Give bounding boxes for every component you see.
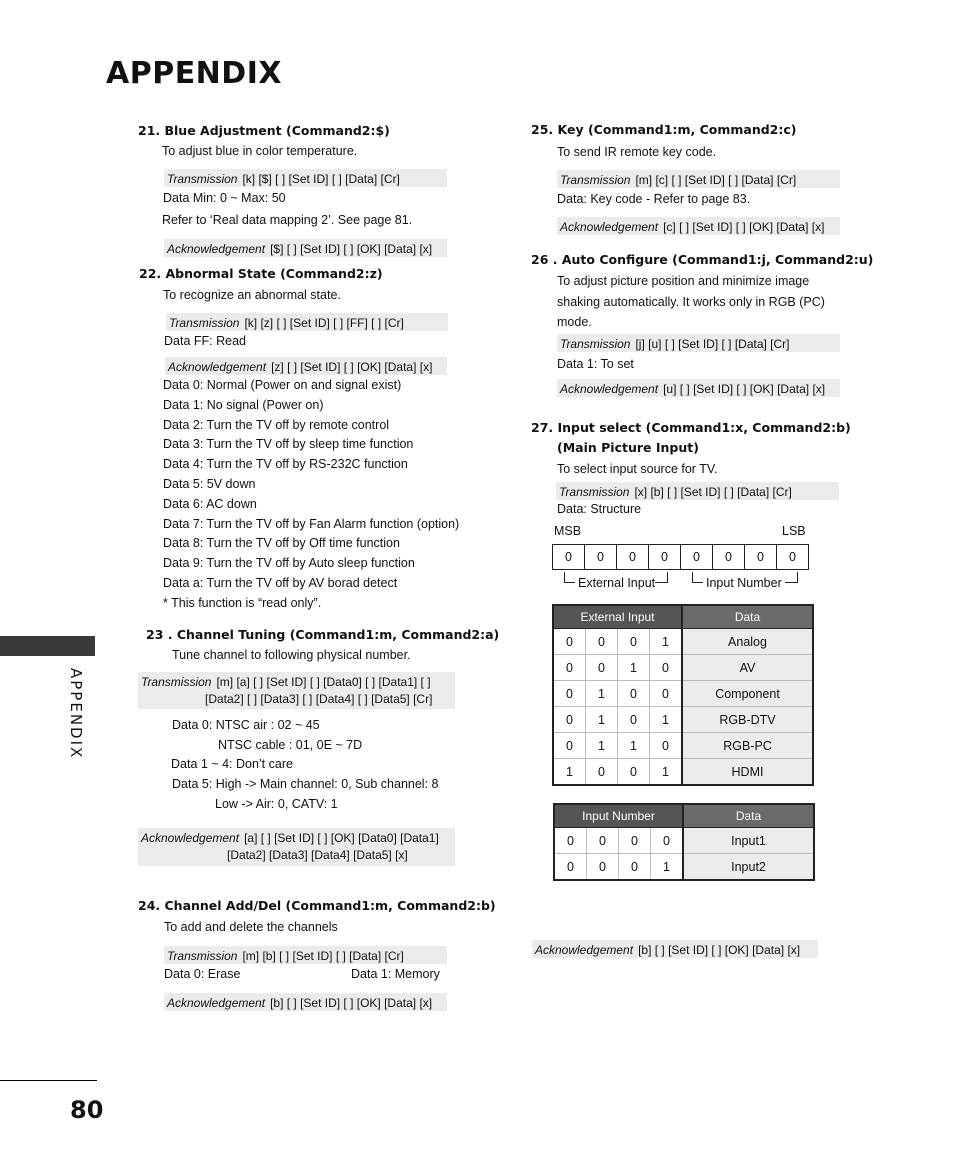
bit-cell: 0 xyxy=(585,545,617,570)
s21-data-ref: Refer to ‘Real data mapping 2’. See page 81. xyxy=(162,213,413,227)
list-item: Data 1: No signal (Power on) xyxy=(163,397,324,412)
table-cell: 1 xyxy=(586,707,618,733)
s24-transmission xyxy=(164,946,447,964)
table-cell: 0 xyxy=(650,681,683,707)
bit-cell: 0 xyxy=(553,545,585,570)
table-cell: 1 xyxy=(650,629,683,655)
list-item: Data 6: AC down xyxy=(163,496,257,511)
s25-transmission xyxy=(557,170,840,188)
table-cell: 0 xyxy=(618,759,650,786)
table-row xyxy=(554,828,814,854)
table-cell: 0 xyxy=(553,733,586,759)
table-cell: 0 xyxy=(651,828,684,854)
list-item: Data 9: Turn the TV off by Auto sleep function xyxy=(163,556,415,571)
transmission-code: [m] [c] [ ] [Set ID] [ ] [Data] [Cr] xyxy=(635,173,797,187)
list-item: Data 7: Turn the TV off by Fan Alarm function (option) xyxy=(163,516,460,531)
table-row xyxy=(553,655,813,681)
transmission-label: Transmission xyxy=(169,316,240,330)
table-cell: 0 xyxy=(586,759,618,786)
s22-data-ff: Data FF: Read xyxy=(164,334,246,348)
s26-heading: 26 . Auto Configure (Command1:j, Command2:u) xyxy=(531,252,874,267)
table-cell: 1 xyxy=(553,759,586,786)
table-row xyxy=(553,681,813,707)
s22-heading: 22. Abnormal State (Command2:z) xyxy=(139,266,383,281)
side-tab-bar xyxy=(0,636,95,656)
acknowledgement-code: [u] [ ] [Set ID] [ ] [OK] [Data] [x] xyxy=(663,382,826,396)
external-input-bracket-right xyxy=(655,572,668,583)
s24-desc: To add and delete the channels xyxy=(164,920,338,934)
acknowledgement-code: [z] [ ] [Set ID] [ ] [OK] [Data] [x] xyxy=(271,360,433,374)
table-cell: AV xyxy=(682,655,813,681)
bit-cell: 0 xyxy=(713,545,745,570)
table-cell: 0 xyxy=(553,629,586,655)
acknowledgement-code: [b] [ ] [Set ID] [ ] [OK] [Data] [x] xyxy=(270,996,433,1010)
list-item: Data 4: Turn the TV off by RS-232C function xyxy=(163,457,408,472)
s24-heading: 24. Channel Add/Del (Command1:m, Command2:b) xyxy=(138,898,496,913)
table-header: Input Number xyxy=(554,804,683,828)
transmission-label: Transmission xyxy=(560,337,631,351)
table-cell: 0 xyxy=(618,629,650,655)
acknowledgement-code: [c] [ ] [Set ID] [ ] [OK] [Data] [x] xyxy=(663,220,825,234)
table-cell: 0 xyxy=(619,828,651,854)
acknowledgement-label: Acknowledgement xyxy=(167,996,266,1010)
s21-desc: To adjust blue in color temperature. xyxy=(162,144,358,158)
acknowledgement-label: Acknowledgement xyxy=(560,220,659,234)
s24-data0: Data 0: Erase xyxy=(164,967,241,981)
transmission-code-line1: [m] [a] [ ] [Set ID] [ ] [Data0] [ ] [Data1] [ ] xyxy=(216,675,431,689)
transmission-code-line2: [Data2] [ ] [Data3] [ ] [Data4] [ ] [Data5] [Cr] xyxy=(205,692,433,706)
transmission-code: [j] [u] [ ] [Set ID] [ ] [Data] [Cr] xyxy=(635,337,790,351)
table-cell: 0 xyxy=(553,681,586,707)
bit-cell: 0 xyxy=(681,545,713,570)
footer-rule xyxy=(0,1080,97,1081)
page-number: 80 xyxy=(70,1096,104,1124)
acknowledgement-label: Acknowledgement xyxy=(168,360,267,374)
read-only-note: * This function is “read only”. xyxy=(163,595,322,610)
s22-data-list xyxy=(163,378,459,616)
table-cell: 1 xyxy=(618,655,650,681)
table-cell: 1 xyxy=(586,733,618,759)
s27-transmission xyxy=(556,482,839,500)
transmission-code: [k] [z] [ ] [Set ID] [ ] [FF] [ ] [Cr] xyxy=(244,316,404,330)
s25-desc: To send IR remote key code. xyxy=(557,145,717,159)
s24-acknowledgement xyxy=(164,993,447,1011)
table-cell: Component xyxy=(682,681,813,707)
table-cell: RGB-DTV xyxy=(682,707,813,733)
s27-data: Data: Structure xyxy=(557,502,642,516)
table-cell: 0 xyxy=(650,655,683,681)
transmission-code: [k] [$] [ ] [Set ID] [ ] [Data] [Cr] xyxy=(242,172,400,186)
table-cell: 0 xyxy=(587,854,619,881)
table-cell: 1 xyxy=(618,733,650,759)
s23-transmission xyxy=(138,672,455,709)
external-input-bracket-left xyxy=(564,572,575,583)
table-cell: Analog xyxy=(682,629,813,655)
s23-desc: Tune channel to following physical number. xyxy=(172,648,411,662)
s23-acknowledgement xyxy=(138,828,455,866)
s27-desc: To select input source for TV. xyxy=(557,462,718,476)
bit-structure xyxy=(552,544,809,570)
acknowledgement-code: [b] [ ] [Set ID] [ ] [OK] [Data] [x] xyxy=(638,943,801,957)
table-row xyxy=(553,707,813,733)
input-number-table xyxy=(553,803,815,881)
external-input-table xyxy=(552,604,814,786)
table-cell: 0 xyxy=(618,681,650,707)
transmission-label: Transmission xyxy=(167,172,238,186)
list-item: Data 2: Turn the TV off by remote control xyxy=(163,417,390,432)
bit-cell: 0 xyxy=(649,545,681,570)
bit-cell: 0 xyxy=(745,545,777,570)
table-cell: 0 xyxy=(586,629,618,655)
transmission-code: [m] [b] [ ] [Set ID] [ ] [Data] [Cr] xyxy=(242,949,404,963)
list-item: Data a: Turn the TV off by AV borad detect xyxy=(163,575,398,590)
table-cell: 0 xyxy=(553,655,586,681)
s27-heading: 27. Input select (Command1:x, Command2:b) xyxy=(531,420,851,435)
s26-desc-line3: mode. xyxy=(557,315,592,329)
s23-heading: 23 . Channel Tuning (Command1:m, Command2:a) xyxy=(146,627,500,642)
s23-data0-cable: NTSC cable : 01, 0E ~ 7D xyxy=(218,738,363,752)
table-cell: Input1 xyxy=(683,828,814,854)
transmission-code: [x] [b] [ ] [Set ID] [ ] [Data] [Cr] xyxy=(634,485,792,499)
transmission-label: Transmission xyxy=(560,173,631,187)
bit-cell: 0 xyxy=(777,545,809,570)
table-cell: 0 xyxy=(650,733,683,759)
s25-data: Data: Key code - Refer to page 83. xyxy=(557,192,751,206)
list-item: Data 0: Normal (Power on and signal exist) xyxy=(163,378,402,392)
acknowledgement-code-line1: [a] [ ] [Set ID] [ ] [OK] [Data0] [Data1] xyxy=(244,831,439,845)
s23-data1-4: Data 1 ~ 4: Don’t care xyxy=(171,757,293,771)
transmission-label: Transmission xyxy=(559,485,630,499)
side-section-label: APPENDIX xyxy=(67,668,85,760)
acknowledgement-label: Acknowledgement xyxy=(167,242,266,256)
s26-desc-line1: To adjust picture position and minimize image xyxy=(557,274,810,288)
list-item: Data 3: Turn the TV off by sleep time function xyxy=(163,437,414,452)
table-cell: 1 xyxy=(650,759,683,786)
table-row xyxy=(553,759,813,786)
s23-data0-air: Data 0: NTSC air : 02 ~ 45 xyxy=(172,718,320,732)
table-cell: 0 xyxy=(554,828,587,854)
s25-heading: 25. Key (Command1:m, Command2:c) xyxy=(531,122,797,137)
acknowledgement-label: Acknowledgement xyxy=(141,831,240,845)
s21-data-range: Data Min: 0 ~ Max: 50 xyxy=(163,191,286,205)
s25-acknowledgement xyxy=(557,217,840,235)
s23-data5-high: Data 5: High -> Main channel: 0, Sub channel: 8 xyxy=(172,777,439,791)
acknowledgement-code-line2: [Data2] [Data3] [Data4] [Data5] [x] xyxy=(227,848,408,862)
s22-acknowledgement xyxy=(165,357,447,375)
table-header: External Input xyxy=(553,605,682,629)
s21-heading: 21. Blue Adjustment (Command2:$) xyxy=(138,123,390,138)
table-header: Data xyxy=(683,804,814,828)
input-number-bracket-label: Input Number xyxy=(706,576,782,590)
input-number-bracket-right xyxy=(785,572,798,583)
table-cell: 0 xyxy=(586,655,618,681)
s27-subheading: (Main Picture Input) xyxy=(557,440,699,455)
table-row xyxy=(554,854,814,881)
table-cell: 0 xyxy=(618,707,650,733)
s21-acknowledgement xyxy=(164,239,447,257)
s21-transmission xyxy=(164,169,447,187)
table-cell: 0 xyxy=(619,854,651,881)
bit-cell: 0 xyxy=(617,545,649,570)
s22-desc: To recognize an abnormal state. xyxy=(163,288,341,302)
transmission-label: Transmission xyxy=(167,949,238,963)
table-row xyxy=(553,733,813,759)
s26-acknowledgement xyxy=(557,379,840,397)
input-number-bracket-left xyxy=(692,572,703,583)
table-row xyxy=(553,629,813,655)
s23-data5-low: Low -> Air: 0, CATV: 1 xyxy=(215,797,338,811)
msb-label: MSB xyxy=(554,524,582,538)
table-cell: RGB-PC xyxy=(682,733,813,759)
s26-transmission xyxy=(557,334,840,352)
s24-data1: Data 1: Memory xyxy=(351,967,440,981)
table-cell: 1 xyxy=(586,681,618,707)
s26-desc-line2: shaking automatically. It works only in RGB (PC) xyxy=(557,295,825,309)
page-title: APPENDIX xyxy=(106,56,282,91)
acknowledgement-label: Acknowledgement xyxy=(535,943,634,957)
s26-data: Data 1: To set xyxy=(557,357,634,371)
table-cell: HDMI xyxy=(682,759,813,786)
table-header: Data xyxy=(682,605,813,629)
table-cell: 0 xyxy=(553,707,586,733)
list-item: Data 5: 5V down xyxy=(163,476,256,491)
list-item: Data 8: Turn the TV off by Off time function xyxy=(163,536,400,551)
transmission-label: Transmission xyxy=(141,675,212,689)
external-input-bracket-label: External Input xyxy=(578,576,656,590)
table-cell: Input2 xyxy=(683,854,814,881)
table-cell: 0 xyxy=(587,828,619,854)
acknowledgement-label: Acknowledgement xyxy=(560,382,659,396)
s22-transmission xyxy=(166,313,448,331)
table-cell: 1 xyxy=(651,854,684,881)
s27-acknowledgement xyxy=(532,940,818,958)
table-cell: 0 xyxy=(554,854,587,881)
acknowledgement-code: [$] [ ] [Set ID] [ ] [OK] [Data] [x] xyxy=(270,242,433,256)
lsb-label: LSB xyxy=(782,524,806,538)
table-cell: 1 xyxy=(650,707,683,733)
